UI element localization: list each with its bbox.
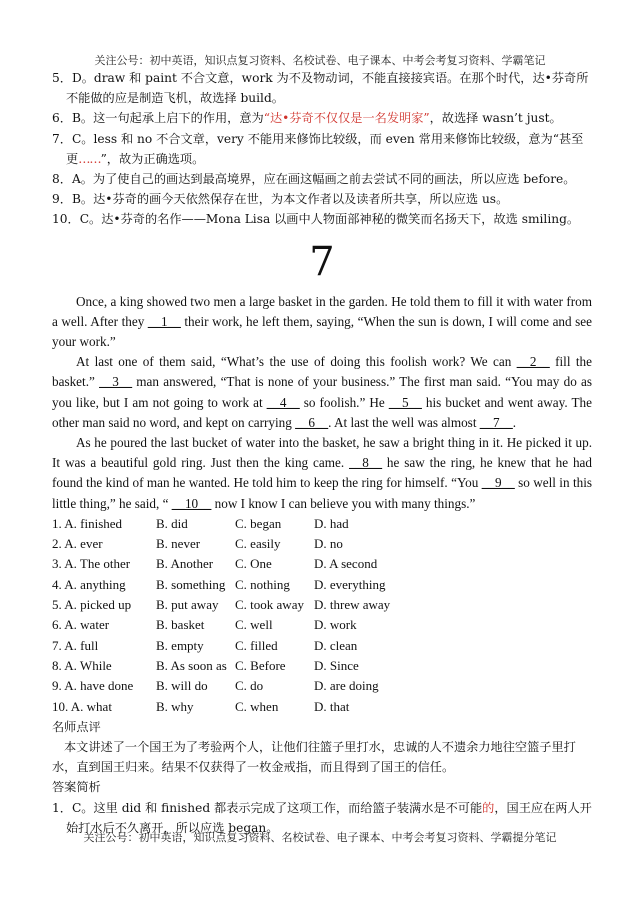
blank-7: __7__ bbox=[479, 414, 513, 430]
blank-5: __5__ bbox=[388, 394, 422, 410]
option-row: 1. A. finished B. did C. began D. had bbox=[52, 515, 349, 531]
options-list bbox=[52, 514, 592, 717]
option-row: 3. A. The other B. Another C. One D. A second bbox=[52, 556, 378, 572]
analysis-1: 1．C。这里 did 和 finished 都表示完成了这项工作，而给篮子装满水是不可能的，国王应在两人开始打水后不久离开，所以应选 began。 bbox=[52, 800, 592, 835]
blank-3: __3__ bbox=[99, 374, 133, 390]
passage-paragraph-2: At last one of them said, “What’s the use of doing this foolish work? We can __2__ fill the basket.” __3__ man answered, “That is none of your business.” The first man said. “You may do as you like, but I am not going to work at __4__ so foolish.” He __5__ his bucket and went away. The other man said no word, and kept on carrying __6__. At last the well was almost __7__. bbox=[52, 354, 593, 430]
blank-10: __10__ bbox=[171, 495, 212, 511]
answer-10: 10．C。达•芬奇的名作——Mona Lisa 以画中人物面部神秘的微笑而名扬天下，故选 smiling。 bbox=[52, 212, 580, 227]
option-row: 7. A. full B. empty C. filled D. clean bbox=[52, 637, 358, 653]
page-content bbox=[52, 68, 592, 838]
answer-7: 7．C。less 和 no 不合文章，very 不能用来修饰比较级，而 even 常用来修饰比较级，意为“甚至更……”，故为正确选项。 bbox=[52, 131, 584, 166]
option-row: 5. A. picked up B. put away C. took away D. threw away bbox=[52, 597, 391, 613]
answer-7-dots: …… bbox=[78, 151, 101, 166]
answer-9: 9．B。达•芬奇的画今天依然保存在世，为本文作者以及读者所共享，所以应选 us。 bbox=[52, 192, 509, 207]
analysis-1-red: 的 bbox=[482, 800, 495, 815]
page-footer: 关注公号：初中英语，知识点复习资料、名校试卷、电子课本、中考会考复习资料、学霸提分笔记 bbox=[83, 831, 557, 844]
teacher-comment-title: 名师点评 bbox=[52, 719, 101, 734]
teacher-comment: 本文讲述了一个国王为了考验两个人，让他们往篮子里打水，忠诚的人不遗余力地往空篮子里打水，直到国王归来。结果不仅获得了一枚金戒指，而且得到了国王的信任。 bbox=[52, 740, 576, 775]
page-header: 关注公号：初中英语，知识点复习资料、名校试卷、电子课本、中考会考复习资料、学霸笔记 bbox=[94, 54, 546, 67]
blank-9: __9__ bbox=[481, 475, 515, 491]
analysis-title: 答案简析 bbox=[52, 780, 101, 795]
option-row: 4. A. anything B. something C. nothing D. everything bbox=[52, 576, 386, 592]
answer-8: 8．A。为了使自己的画达到最高境界，应在画这幅画之前去尝试不同的画法，所以应选 before。 bbox=[52, 172, 576, 187]
option-row: 8. A. While B. As soon as C. Before D. Since bbox=[52, 657, 359, 673]
option-row: 6. A. water B. basket C. well D. work bbox=[52, 617, 357, 633]
blank-1: __1__ bbox=[147, 313, 181, 329]
passage-paragraph-1: Once, a king showed two men a large basket in the garden. He told them to fill it with water from a well. After they __1__ their work, he left them, saying, “When the sun is down, I will come and see your work.” bbox=[52, 293, 593, 350]
answer-5: 5．D。draw 和 paint 不合文意，work 为不及物动词，不能直接接宾语。在那个时代，达•芬奇所不能做的应是制造飞机，故选择 build。 bbox=[52, 71, 589, 106]
blank-6: __6__ bbox=[295, 414, 329, 430]
option-row: 10. A. what B. why C. when D. that bbox=[52, 698, 350, 714]
answer-6-quote: “达•芬奇不仅仅是一名发明家” bbox=[263, 111, 430, 126]
blank-2: __2__ bbox=[516, 354, 550, 370]
option-row: 2. A. ever B. never C. easily D. no bbox=[52, 536, 343, 552]
blank-4: __4__ bbox=[266, 394, 300, 410]
blank-8: __8__ bbox=[349, 455, 383, 471]
passage-paragraph-3: As he poured the last bucket of water into the basket, he saw a bright thing in it. He picked it up. It was a beautiful gold ring. Just then the king came. __8__ he saw the ring, he knew that he had found the kind of man he wanted. He told him to keep the ring for himself. “You __9__ so well in this little thing,” he said, “ __10__ now I know I can believe you with many things.” bbox=[52, 435, 592, 511]
section-number: 7 bbox=[309, 238, 335, 285]
option-row: 9. A. have done B. will do C. do D. are doing bbox=[52, 678, 379, 694]
answer-6: 6．B。这一句起承上启下的作用，意为“达•芬奇不仅仅是一名发明家”，故选择 wasn’t just。 bbox=[52, 111, 562, 126]
